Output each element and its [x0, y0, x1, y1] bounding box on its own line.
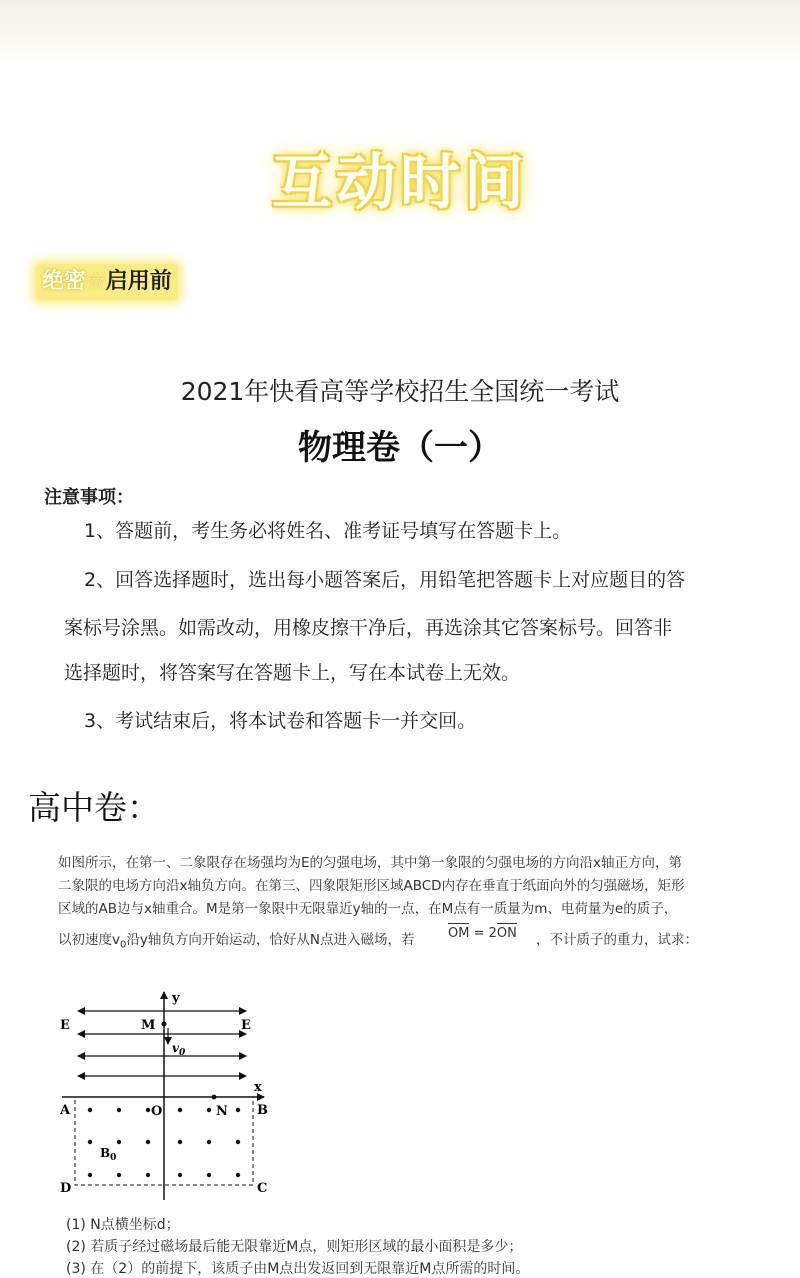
question-line-4-prefix: 以初速度v	[58, 932, 120, 948]
label-b: B	[257, 1103, 268, 1118]
sub-question-2: (2) 若质子经过磁场最后能无限靠近M点，则矩形区域的最小面积是多少；	[66, 1239, 523, 1255]
equation-on: ON	[497, 923, 517, 941]
equation-om: OM	[448, 923, 469, 941]
sub-question-3: (3) 在（2）的前提下，该质子由M点出发返回到无限靠近M点所需的时间。	[66, 1261, 530, 1277]
label-y: y	[172, 991, 180, 1006]
label-v0: $v_0$	[172, 1041, 186, 1058]
label-c: C	[257, 1181, 268, 1196]
label-b0: $B_0$	[100, 1146, 117, 1163]
point-m	[162, 1022, 167, 1027]
confidential-label: 绝密☆	[42, 269, 106, 294]
banner-title: 互动时间	[272, 148, 528, 218]
label-e-right: E	[241, 1018, 251, 1033]
point-n	[212, 1095, 217, 1100]
notice-item-2-line-1: 2、回答选择题时，选出每小题答案后，用铅笔把答题卡上对应题目的答	[84, 569, 686, 591]
notice-heading: 注意事项：	[44, 487, 134, 508]
label-n: N	[216, 1104, 228, 1119]
exam-name: 2021年快看高等学校招生全国统一考试	[180, 377, 620, 406]
question-v0-subscript: 0	[120, 939, 127, 951]
question-line-4-middle: 沿y轴负方向开始运动，恰好从N点进入磁场，若	[126, 932, 415, 948]
question-line-2: 二象限的电场方向沿x轴负方向。在第三、四象限矩形区域ABCD内存在垂直于纸面向外的匀强磁场，矩形	[58, 878, 685, 894]
label-a: A	[60, 1103, 71, 1118]
label-e-left: E	[60, 1018, 70, 1033]
label-d: D	[60, 1181, 72, 1196]
equation-equals: = 2	[469, 926, 497, 941]
exam-subject: 物理卷（一）	[298, 428, 502, 468]
sub-question-1: (1) N点横坐标d；	[66, 1217, 180, 1233]
label-m: M	[141, 1018, 156, 1033]
label-x: x	[254, 1080, 262, 1095]
notice-item-2-line-2: 案标号涂黑。如需改动，用橡皮擦干净后，再选涂其它答案标号。回答非	[64, 617, 673, 639]
before-use-label: 启用前	[105, 269, 172, 294]
notice-item-2-line-3: 选择题时，将答案写在答题卡上，写在本试卷上无效。	[64, 662, 521, 684]
question-line-4-suffix: ，不计质子的重力，试求：	[536, 932, 698, 948]
question-line-1: 如图所示，在第一、二象限存在场强均为E的匀强电场，其中第一象限的匀强电场的方向沿x轴正方向，第	[58, 855, 683, 871]
section-title: 高中卷：	[28, 788, 160, 827]
notice-item-3: 3、考试结束后，将本试卷和答题卡一并交回。	[84, 710, 477, 732]
label-o: O	[151, 1104, 163, 1119]
question-line-3: 区域的AB边与x轴重合。M是第一象限中无限靠近y轴的一点，在M点有一质量为m、电荷量为e的质子，	[58, 901, 678, 917]
notice-item-1: 1、答题前，考生务必将姓名、准考证号填写在答题卡上。	[84, 520, 572, 542]
